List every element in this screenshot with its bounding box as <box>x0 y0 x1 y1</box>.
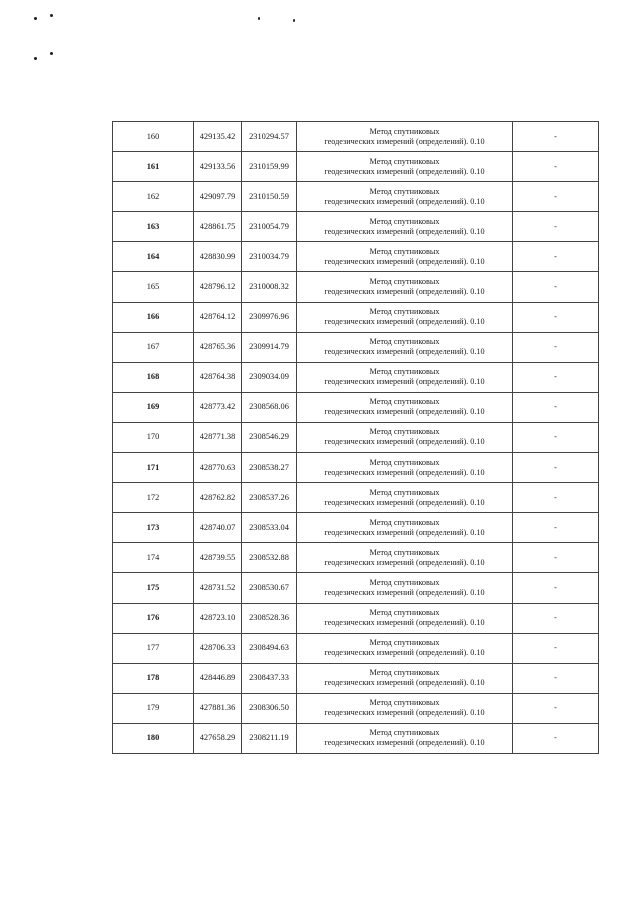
dash-cell: - <box>513 182 599 212</box>
scan-speck <box>34 17 37 20</box>
y-coordinate-cell: 2308437.33 <box>242 663 297 693</box>
method-line-1: Метод спутниковых <box>369 216 440 226</box>
y-coordinate-cell: 2308537.26 <box>242 483 297 513</box>
table-row <box>113 152 599 182</box>
method-line-1: Метод спутниковых <box>369 487 440 497</box>
dash-cell: - <box>513 633 599 663</box>
method-line-1: Метод спутниковых <box>369 337 440 347</box>
point-number-cell: 172 <box>113 483 194 513</box>
y-coordinate-cell: 2308211.19 <box>242 723 297 753</box>
x-coordinate-cell: 428740.07 <box>194 513 242 543</box>
point-number-cell: 180 <box>113 723 194 753</box>
x-coordinate-cell: 429133.56 <box>194 152 242 182</box>
y-coordinate-cell: 2309976.96 <box>242 302 297 332</box>
point-number-cell: 165 <box>113 272 194 302</box>
point-number-cell: 177 <box>113 633 194 663</box>
table-row <box>113 182 599 212</box>
point-number-cell: 162 <box>113 182 194 212</box>
method-line-2: геодезических измерений (определений). 0.10 <box>324 347 485 357</box>
y-coordinate-cell: 2308546.29 <box>242 422 297 452</box>
method-line-1: Метод спутниковых <box>369 698 440 708</box>
dash-cell: - <box>513 302 599 332</box>
method-line-2: геодезических измерений (определений). 0.10 <box>324 136 485 146</box>
x-coordinate-cell: 429097.79 <box>194 182 242 212</box>
table-row <box>113 483 599 513</box>
dash-cell: - <box>513 513 599 543</box>
point-number-cell: 164 <box>113 242 194 272</box>
x-coordinate-cell: 428764.12 <box>194 302 242 332</box>
table-row <box>113 633 599 663</box>
dash-cell: - <box>513 573 599 603</box>
method-cell <box>297 182 513 212</box>
table-row <box>113 362 599 392</box>
y-coordinate-cell: 2308532.88 <box>242 543 297 573</box>
method-line-1: Метод спутниковых <box>369 277 440 287</box>
y-coordinate-cell: 2308530.67 <box>242 573 297 603</box>
dash-cell: - <box>513 723 599 753</box>
x-coordinate-cell: 429135.42 <box>194 122 242 152</box>
method-cell <box>297 212 513 242</box>
x-coordinate-cell: 428731.52 <box>194 573 242 603</box>
method-cell <box>297 242 513 272</box>
dash-cell: - <box>513 212 599 242</box>
method-line-2: геодезических измерений (определений). 0.10 <box>324 708 485 718</box>
y-coordinate-cell: 2310034.79 <box>242 242 297 272</box>
point-number-cell: 166 <box>113 302 194 332</box>
table-row <box>113 513 599 543</box>
table-row <box>113 122 599 152</box>
method-line-1: Метод спутниковых <box>369 638 440 648</box>
method-line-2: геодезических измерений (определений). 0.10 <box>324 287 485 297</box>
method-line-2: геодезических измерений (определений). 0.10 <box>324 587 485 597</box>
dash-cell: - <box>513 332 599 362</box>
x-coordinate-cell: 428773.42 <box>194 392 242 422</box>
point-number-cell: 167 <box>113 332 194 362</box>
y-coordinate-cell: 2308533.04 <box>242 513 297 543</box>
method-line-1: Метод спутниковых <box>369 728 440 738</box>
table-row <box>113 453 599 483</box>
method-line-2: геодезических измерений (определений). 0.10 <box>324 527 485 537</box>
y-coordinate-cell: 2309914.79 <box>242 332 297 362</box>
method-cell <box>297 513 513 543</box>
point-number-cell: 161 <box>113 152 194 182</box>
table-row <box>113 212 599 242</box>
dash-cell: - <box>513 242 599 272</box>
table-row <box>113 543 599 573</box>
method-cell <box>297 543 513 573</box>
method-line-2: геодезических измерений (определений). 0.10 <box>324 196 485 206</box>
method-line-1: Метод спутниковых <box>369 126 440 136</box>
table-row <box>113 693 599 723</box>
dash-cell: - <box>513 122 599 152</box>
table-row <box>113 272 599 302</box>
method-line-1: Метод спутниковых <box>369 517 440 527</box>
point-number-cell: 173 <box>113 513 194 543</box>
method-line-1: Метод спутниковых <box>369 186 440 196</box>
method-cell <box>297 693 513 723</box>
x-coordinate-cell: 428830.99 <box>194 242 242 272</box>
method-line-1: Метод спутниковых <box>369 547 440 557</box>
method-cell <box>297 723 513 753</box>
scan-speck <box>293 19 295 22</box>
point-number-cell: 168 <box>113 362 194 392</box>
point-number-cell: 178 <box>113 663 194 693</box>
table-row <box>113 302 599 332</box>
method-line-2: геодезических измерений (определений). 0.10 <box>324 166 485 176</box>
point-number-cell: 174 <box>113 543 194 573</box>
method-line-1: Метод спутниковых <box>369 156 440 166</box>
method-line-1: Метод спутниковых <box>369 427 440 437</box>
scan-speck <box>258 17 260 20</box>
dash-cell: - <box>513 453 599 483</box>
point-number-cell: 176 <box>113 603 194 633</box>
dash-cell: - <box>513 392 599 422</box>
method-line-2: геодезических измерений (определений). 0.10 <box>324 497 485 507</box>
method-cell <box>297 332 513 362</box>
point-number-cell: 163 <box>113 212 194 242</box>
dash-cell: - <box>513 362 599 392</box>
method-line-2: геодезических измерений (определений). 0.10 <box>324 407 485 417</box>
dash-cell: - <box>513 693 599 723</box>
method-cell <box>297 152 513 182</box>
table-row <box>113 723 599 753</box>
y-coordinate-cell: 2310294.57 <box>242 122 297 152</box>
table-row <box>113 242 599 272</box>
x-coordinate-cell: 427658.29 <box>194 723 242 753</box>
table-row <box>113 332 599 362</box>
method-cell <box>297 663 513 693</box>
point-number-cell: 175 <box>113 573 194 603</box>
table-row <box>113 603 599 633</box>
y-coordinate-cell: 2308494.63 <box>242 633 297 663</box>
method-line-1: Метод спутниковых <box>369 577 440 587</box>
dash-cell: - <box>513 663 599 693</box>
method-line-2: геодезических измерений (определений). 0.10 <box>324 618 485 628</box>
x-coordinate-cell: 428861.75 <box>194 212 242 242</box>
dash-cell: - <box>513 603 599 633</box>
method-line-1: Метод спутниковых <box>369 367 440 377</box>
y-coordinate-cell: 2308306.50 <box>242 693 297 723</box>
method-line-2: геодезических измерений (определений). 0.10 <box>324 738 485 748</box>
table-row <box>113 422 599 452</box>
dash-cell: - <box>513 483 599 513</box>
x-coordinate-cell: 428770.63 <box>194 453 242 483</box>
coordinates-table <box>112 121 599 754</box>
y-coordinate-cell: 2310054.79 <box>242 212 297 242</box>
method-cell <box>297 633 513 663</box>
method-line-2: геодезических измерений (определений). 0.10 <box>324 377 485 387</box>
scan-speck <box>34 57 37 60</box>
method-cell <box>297 483 513 513</box>
method-line-2: геодезических измерений (определений). 0.10 <box>324 226 485 236</box>
x-coordinate-cell: 428764.38 <box>194 362 242 392</box>
method-line-2: геодезических измерений (определений). 0.10 <box>324 256 485 266</box>
method-cell <box>297 422 513 452</box>
y-coordinate-cell: 2308538.27 <box>242 453 297 483</box>
x-coordinate-cell: 428762.82 <box>194 483 242 513</box>
dash-cell: - <box>513 422 599 452</box>
method-cell <box>297 362 513 392</box>
point-number-cell: 160 <box>113 122 194 152</box>
table-row <box>113 573 599 603</box>
method-line-1: Метод спутниковых <box>369 246 440 256</box>
point-number-cell: 169 <box>113 392 194 422</box>
method-cell <box>297 122 513 152</box>
table-row <box>113 663 599 693</box>
x-coordinate-cell: 428739.55 <box>194 543 242 573</box>
scan-speck <box>50 14 53 17</box>
table-row <box>113 392 599 422</box>
method-line-1: Метод спутниковых <box>369 307 440 317</box>
method-cell <box>297 272 513 302</box>
x-coordinate-cell: 428723.10 <box>194 603 242 633</box>
dash-cell: - <box>513 152 599 182</box>
y-coordinate-cell: 2308528.36 <box>242 603 297 633</box>
method-line-2: геодезических измерений (определений). 0.10 <box>324 467 485 477</box>
method-line-1: Метод спутниковых <box>369 397 440 407</box>
method-line-2: геодезических измерений (определений). 0.10 <box>324 437 485 447</box>
method-line-1: Метод спутниковых <box>369 457 440 467</box>
method-line-2: геодезических измерений (определений). 0.10 <box>324 317 485 327</box>
method-cell <box>297 392 513 422</box>
dash-cell: - <box>513 543 599 573</box>
method-cell <box>297 453 513 483</box>
x-coordinate-cell: 427881.36 <box>194 693 242 723</box>
method-cell <box>297 603 513 633</box>
point-number-cell: 170 <box>113 422 194 452</box>
y-coordinate-cell: 2309034.09 <box>242 362 297 392</box>
y-coordinate-cell: 2310150.59 <box>242 182 297 212</box>
method-line-2: геодезических измерений (определений). 0.10 <box>324 648 485 658</box>
method-cell <box>297 302 513 332</box>
y-coordinate-cell: 2308568.06 <box>242 392 297 422</box>
x-coordinate-cell: 428771.38 <box>194 422 242 452</box>
point-number-cell: 171 <box>113 453 194 483</box>
method-line-1: Метод спутниковых <box>369 608 440 618</box>
method-line-1: Метод спутниковых <box>369 668 440 678</box>
x-coordinate-cell: 428706.33 <box>194 633 242 663</box>
point-number-cell: 179 <box>113 693 194 723</box>
method-line-2: геодезических измерений (определений). 0.10 <box>324 557 485 567</box>
dash-cell: - <box>513 272 599 302</box>
method-cell <box>297 573 513 603</box>
y-coordinate-cell: 2310159.99 <box>242 152 297 182</box>
x-coordinate-cell: 428765.36 <box>194 332 242 362</box>
method-line-2: геодезических измерений (определений). 0.10 <box>324 678 485 688</box>
y-coordinate-cell: 2310008.32 <box>242 272 297 302</box>
x-coordinate-cell: 428796.12 <box>194 272 242 302</box>
x-coordinate-cell: 428446.89 <box>194 663 242 693</box>
table-body <box>113 122 599 754</box>
scan-speck <box>50 52 53 55</box>
